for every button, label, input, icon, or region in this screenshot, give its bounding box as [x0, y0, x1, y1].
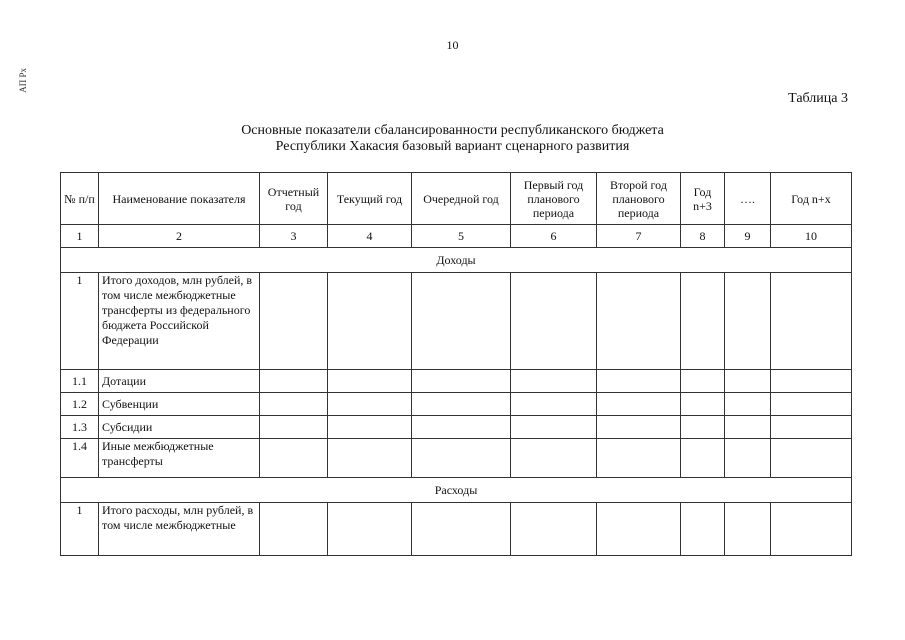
- margin-note: АП Рх: [18, 68, 28, 93]
- value-cell: [412, 439, 511, 478]
- row-number: 1.3: [61, 416, 99, 439]
- value-cell: [511, 503, 597, 556]
- value-cell: [260, 439, 328, 478]
- value-cell: [681, 416, 725, 439]
- value-cell: [597, 273, 681, 370]
- value-cell: [260, 273, 328, 370]
- table-label: Таблица 3: [788, 91, 848, 106]
- value-cell: [771, 439, 852, 478]
- col-header-name: Наименование показателя: [99, 173, 260, 225]
- row-number: 1: [61, 273, 99, 370]
- col-number: 2: [99, 225, 260, 248]
- col-number: 5: [412, 225, 511, 248]
- value-cell: [412, 370, 511, 393]
- header-row: [61, 173, 852, 225]
- row-name: Итого доходов, млн рублей, в том числе межбюджетные трансферты из федерального бюджета Российской Федерации: [99, 273, 260, 370]
- value-cell: [725, 416, 771, 439]
- col-number: 6: [511, 225, 597, 248]
- value-cell: [328, 416, 412, 439]
- value-cell: [771, 370, 852, 393]
- value-cell: [597, 416, 681, 439]
- value-cell: [328, 439, 412, 478]
- page-number: 10: [446, 38, 459, 52]
- document-title: [0, 123, 905, 155]
- col-number: 9: [725, 225, 771, 248]
- table-row: [61, 416, 852, 439]
- col-number: 1: [61, 225, 99, 248]
- value-cell: [328, 393, 412, 416]
- col-number: 8: [681, 225, 725, 248]
- table-row: [61, 393, 852, 416]
- value-cell: [260, 370, 328, 393]
- value-cell: [412, 416, 511, 439]
- col-number: 7: [597, 225, 681, 248]
- row-number: 1.4: [61, 439, 99, 478]
- value-cell: [681, 439, 725, 478]
- section-title: Расходы: [61, 478, 852, 503]
- value-cell: [681, 393, 725, 416]
- value-cell: [511, 273, 597, 370]
- value-cell: [511, 439, 597, 478]
- value-cell: [771, 416, 852, 439]
- value-cell: [597, 503, 681, 556]
- value-cell: [725, 439, 771, 478]
- col-header-plan-year-1: Первый год планового периода: [511, 173, 597, 225]
- value-cell: [681, 273, 725, 370]
- column-number-row: [61, 225, 852, 248]
- row-name: Субсидии: [99, 416, 260, 439]
- value-cell: [725, 273, 771, 370]
- col-header-plan-year-2: Второй год планового периода: [597, 173, 681, 225]
- table-row: [61, 273, 852, 370]
- row-name: Дотации: [99, 370, 260, 393]
- table-row: [61, 439, 852, 478]
- budget-table: [60, 172, 852, 556]
- col-header-current-year: Текущий год: [328, 173, 412, 225]
- value-cell: [328, 503, 412, 556]
- col-number: 3: [260, 225, 328, 248]
- value-cell: [597, 393, 681, 416]
- col-header-report-year: Отчетный год: [260, 173, 328, 225]
- value-cell: [725, 370, 771, 393]
- col-number: 4: [328, 225, 412, 248]
- row-number: 1.1: [61, 370, 99, 393]
- section-row-expenses: [61, 478, 852, 503]
- row-name: Субвенции: [99, 393, 260, 416]
- value-cell: [328, 370, 412, 393]
- value-cell: [511, 393, 597, 416]
- row-number: 1.2: [61, 393, 99, 416]
- col-header-next-year: Очередной год: [412, 173, 511, 225]
- value-cell: [412, 503, 511, 556]
- col-header-year-nx: Год n+x: [771, 173, 852, 225]
- value-cell: [725, 393, 771, 416]
- value-cell: [597, 370, 681, 393]
- value-cell: [260, 393, 328, 416]
- value-cell: [771, 273, 852, 370]
- value-cell: [412, 273, 511, 370]
- section-row-income: [61, 248, 852, 273]
- value-cell: [412, 393, 511, 416]
- value-cell: [681, 503, 725, 556]
- table-row: [61, 370, 852, 393]
- value-cell: [681, 370, 725, 393]
- col-number: 10: [771, 225, 852, 248]
- value-cell: [260, 503, 328, 556]
- title-line-1: Основные показатели сбалансированности республиканского бюджета: [241, 123, 664, 138]
- value-cell: [511, 416, 597, 439]
- title-line-2: Республики Хакасия базовый вариант сценарного развития: [275, 139, 630, 154]
- value-cell: [771, 393, 852, 416]
- col-header-num: № п/п: [61, 173, 99, 225]
- col-header-year-n3: Год n+3: [681, 173, 725, 225]
- value-cell: [328, 273, 412, 370]
- row-name: Итого расходы, млн рублей, в том числе межбюджетные: [99, 503, 260, 556]
- value-cell: [725, 503, 771, 556]
- section-title: Доходы: [61, 248, 852, 273]
- value-cell: [597, 439, 681, 478]
- table-row: [61, 503, 852, 556]
- value-cell: [511, 370, 597, 393]
- row-number: 1: [61, 503, 99, 556]
- value-cell: [771, 503, 852, 556]
- row-name: Иные межбюджетные трансферты: [99, 439, 260, 478]
- col-header-ellipsis: ….: [725, 173, 771, 225]
- value-cell: [260, 416, 328, 439]
